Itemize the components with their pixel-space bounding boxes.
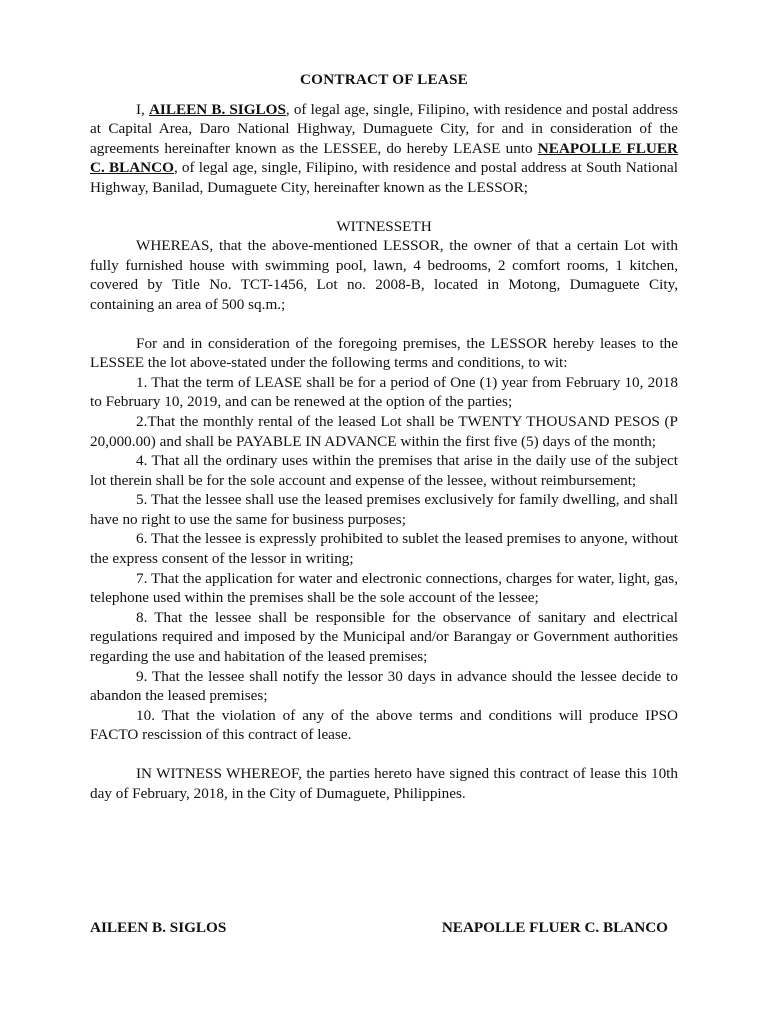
lessor-name: NEAPOLLE FLUER C. BLANCO [90,139,678,177]
term-item-1: 1. That the term of LEASE shall be for a period of One (1) year from February 10, 2018 to February 10, 2019, and can be renewed at the option of the parties; [90,373,678,411]
lessee-signature-name: AILEEN B. SIGLOS [90,919,227,936]
witnesseth-heading: WITNESSETH [336,217,432,235]
term-item-10: 10. That the violation of any of the above terms and conditions will produce IPSO FACTO rescission of this contract of lease. [90,706,678,744]
intro-middle: , of legal age, single, Filipino, with residence and postal address at Capital Area, Daro National Highway, Dumaguete City, for and in consideration of the agreements hereinafter known as the LESSEE, do hereby LEASE unto [90,100,678,157]
term-item-7: 7. That the application for water and electronic connections, charges for water, light, gas, telephone used within the premises shall be the sole account of the lessee; [90,569,678,607]
lessor-signature-name: NEAPOLLE FLUER C. BLANCO [441,919,668,936]
contract-title: CONTRACT OF LEASE [300,71,468,88]
intro-paragraph [90,100,678,198]
intro-prefix: I, [136,100,149,118]
consideration-paragraph: For and in consideration of the foregoing premises, the LESSOR hereby leases to the LESSEE the lot above-stated under the following terms and conditions, to wit: [90,334,678,372]
term-item-5: 5. That the lessee shall use the leased premises exclusively for family dwelling, and shall have no right to use the same for business purposes; [90,491,678,528]
lease-contract-page [90,70,678,936]
intro-suffix: , of legal age, single, Filipino, with residence and postal address at South National Highway, Banilad, Dumaguete City, hereinafter known as the LESSOR; [90,159,678,196]
term-item-9: 9. That the lessee shall notify the lessor 30 days in advance should the lessee decide to abandon the leased premises; [90,667,678,705]
term-item-6: 6. That the lessee is expressly prohibited to sublet the leased premises to anyone, without the express consent of the lessor in writing; [90,530,678,568]
term-item-8: 8. That the lessee shall be responsible for the observance of sanitary and electrical regulations required and imposed by the Municipal and/or Barangay or Government authorities regarding the use and habitation of the leased premises; [90,608,678,666]
term-item-2: 2.That the monthly rental of the leased Lot shall be TWENTY THOUSAND PESOS (P 20,000.00) and shall be PAYABLE IN ADVANCE within the first five (5) days of the month; [90,412,678,450]
lessee-name: AILEEN B. SIGLOS [148,100,286,118]
in-witness-paragraph: IN WITNESS WHEREOF, the parties hereto have signed this contract of lease this 10th day of February, 2018, in the City of Dumaguete, Philippines. [90,765,678,802]
whereas-paragraph: WHEREAS, that the above-mentioned LESSOR, the owner of that a certain Lot with fully furnished house with swimming pool, lawn, 4 bedrooms, 2 comfort rooms, 1 kitchen, covered by Title No. TCT-1456, Lot no. 2008-B, located in Motong, Dumaguete City, containing an area of 500 sq.m.; [90,237,678,313]
term-item-4: 4. That all the ordinary uses within the premises that arise in the daily use of the subject lot therein shall be for the sole account and expense of the lessee, without reimbursement; [90,452,678,489]
